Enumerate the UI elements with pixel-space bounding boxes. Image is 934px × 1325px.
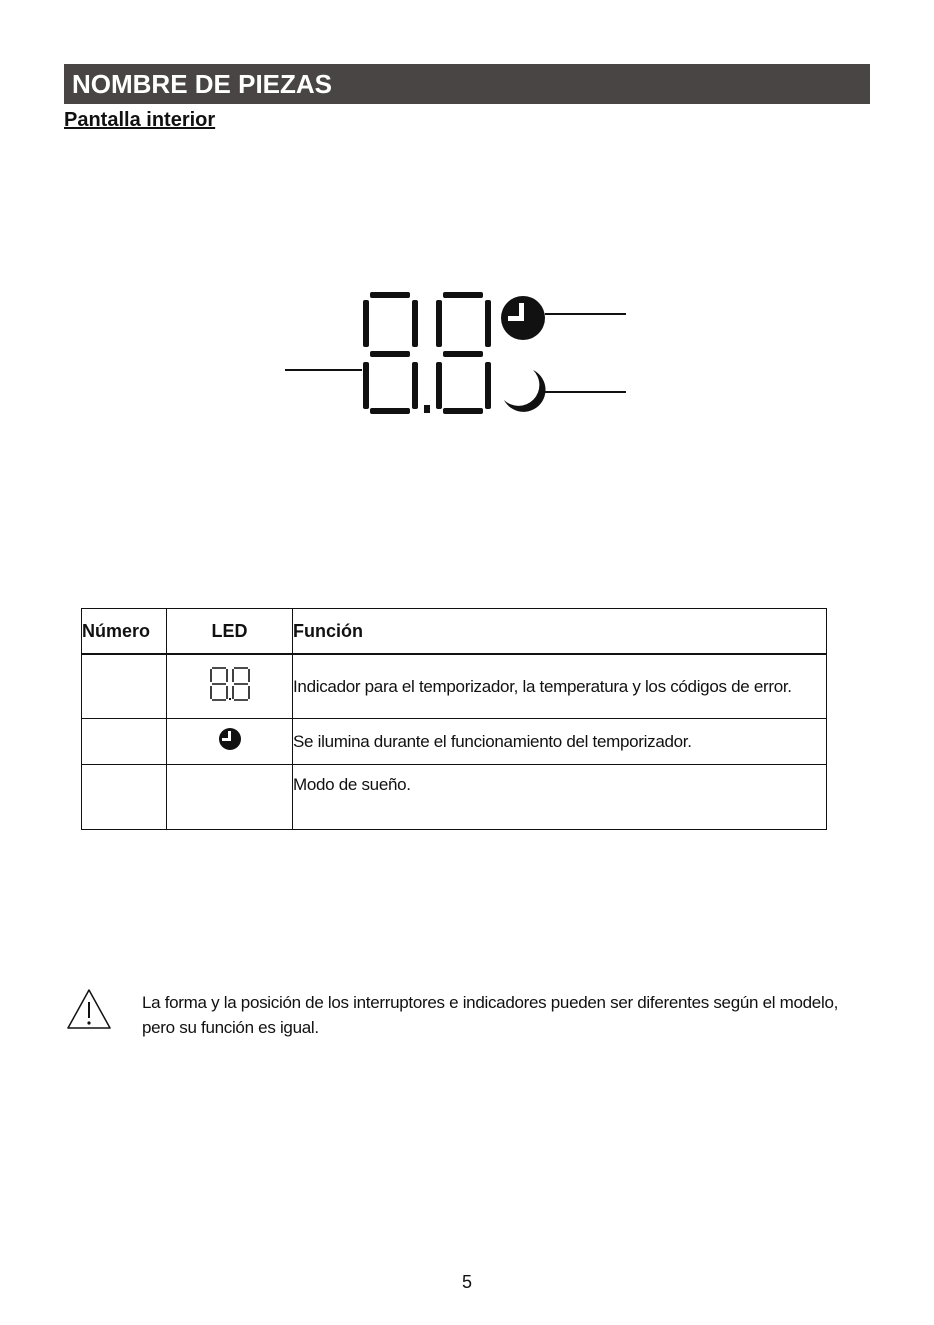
section-title: NOMBRE DE PIEZAS xyxy=(72,69,333,99)
display-diagram xyxy=(0,0,934,560)
row-number xyxy=(82,765,167,830)
table-row xyxy=(82,654,827,719)
table-row xyxy=(82,719,827,765)
row-function: Se ilumina durante el funcionamiento del temporizador. xyxy=(293,719,827,765)
subtitle: Pantalla interior xyxy=(64,109,216,131)
header-function: Función xyxy=(293,609,827,655)
warning-triangle-icon xyxy=(66,988,112,1030)
seven-segment-display-icon xyxy=(363,292,491,414)
row-number xyxy=(82,654,167,719)
row-number xyxy=(82,719,167,765)
led-table xyxy=(81,608,827,830)
table-row xyxy=(82,765,827,830)
row-function: Indicador para el temporizador, la temperatura y los códigos de error. xyxy=(293,654,827,719)
page-number: 5 xyxy=(461,1272,472,1292)
seven-segment-display-icon xyxy=(209,666,251,702)
sleep-moon-icon xyxy=(217,782,243,808)
row-function: Modo de sueño. xyxy=(293,765,827,830)
timer-clock-icon xyxy=(501,296,545,340)
header-led: LED xyxy=(167,609,293,655)
timer-clock-icon xyxy=(218,727,242,751)
header-number: Número xyxy=(82,609,167,655)
note-text: La forma y la posición de los interruptores e indicadores pueden ser diferentes según el modelo, pero su función es igual. xyxy=(142,993,839,1037)
sleep-moon-icon xyxy=(504,370,546,412)
